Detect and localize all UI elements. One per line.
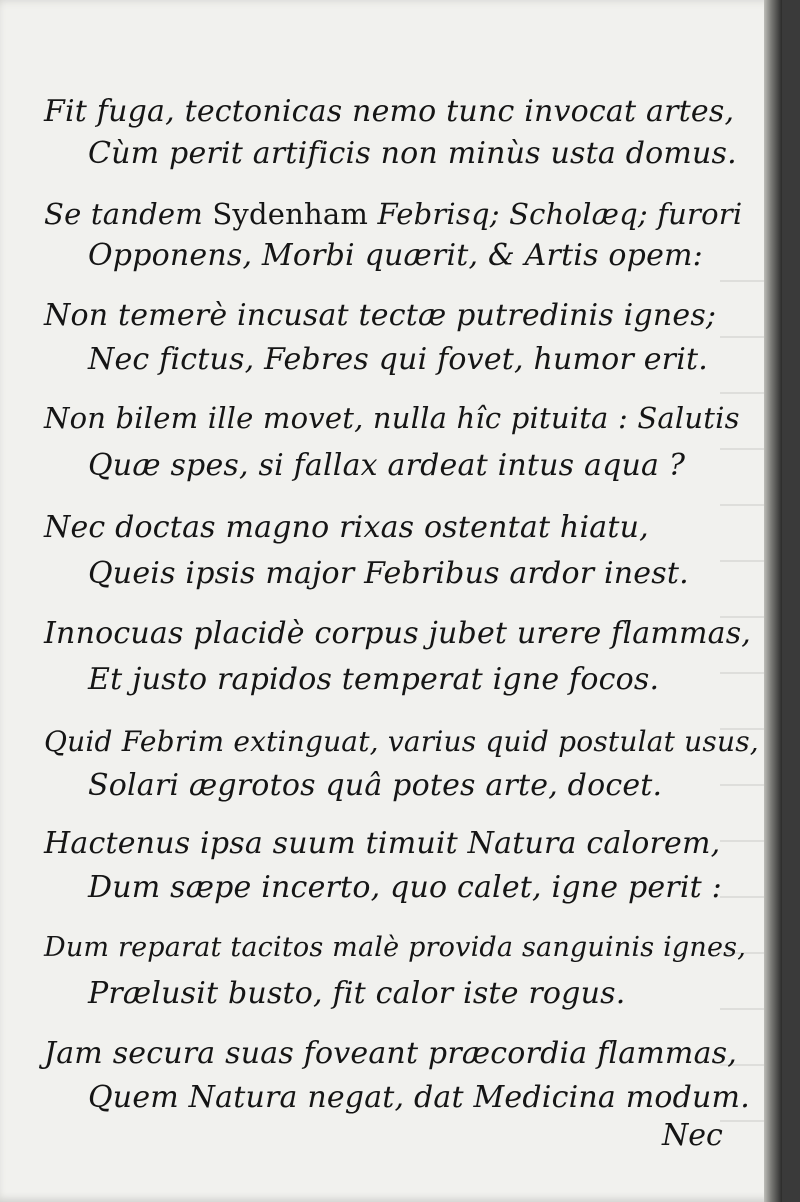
verse-line: Dum reparat tacitos malè provida sanguinis ignes, — [44, 932, 747, 963]
verse-line: Prælusit busto, fit calor iste rogus. — [88, 976, 626, 1011]
verse-line: Cùm perit artificis non minùs usta domus. — [88, 136, 737, 171]
verse-fragment: Febrisq; Scholæq; furori — [377, 197, 743, 231]
verse-line: Dum sæpe incerto, quo calet, igne perit : — [88, 870, 722, 905]
author-name: Sydenham — [212, 197, 369, 231]
verse-line: Quæ spes, si fallax ardeat intus aqua ? — [88, 448, 686, 483]
verse-line: Non temerè incusat tectæ putredinis ignes; — [44, 298, 717, 333]
verse-line: Nec doctas magno rixas ostentat hiatu, — [44, 510, 649, 545]
verse-line: Non bilem ille movet, nulla hîc pituita : Salutis — [44, 401, 740, 435]
verse-line: Opponens, Morbi quærit, & Artis opem: — [88, 238, 703, 273]
verse-line: Jam secura suas foveant præcordia flammas, — [44, 1036, 737, 1071]
catchword: Nec — [662, 1118, 723, 1153]
verse-line: Nec fictus, Febres qui fovet, humor erit. — [88, 342, 709, 377]
verse-line: Queis ipsis major Febribus ardor inest. — [88, 556, 689, 591]
verse-line: Solari ægrotos quâ potes arte, docet. — [88, 768, 663, 803]
verse-line: Hactenus ipsa suum timuit Natura calorem, — [44, 826, 721, 861]
verse-line: Et justo rapidos temperat igne focos. — [88, 662, 660, 697]
verse-line: Fit fuga, tectonicas nemo tunc invocat artes, — [44, 94, 735, 129]
verse-line: Quid Febrim extinguat, varius quid postulat usus, — [44, 725, 759, 758]
verse-line: Innocuas placidè corpus jubet urere flammas, — [44, 616, 752, 651]
verse-line — [44, 196, 742, 232]
verse-fragment: Se tandem — [44, 197, 203, 231]
verse-line: Quem Natura negat, dat Medicina modum. — [88, 1080, 750, 1115]
